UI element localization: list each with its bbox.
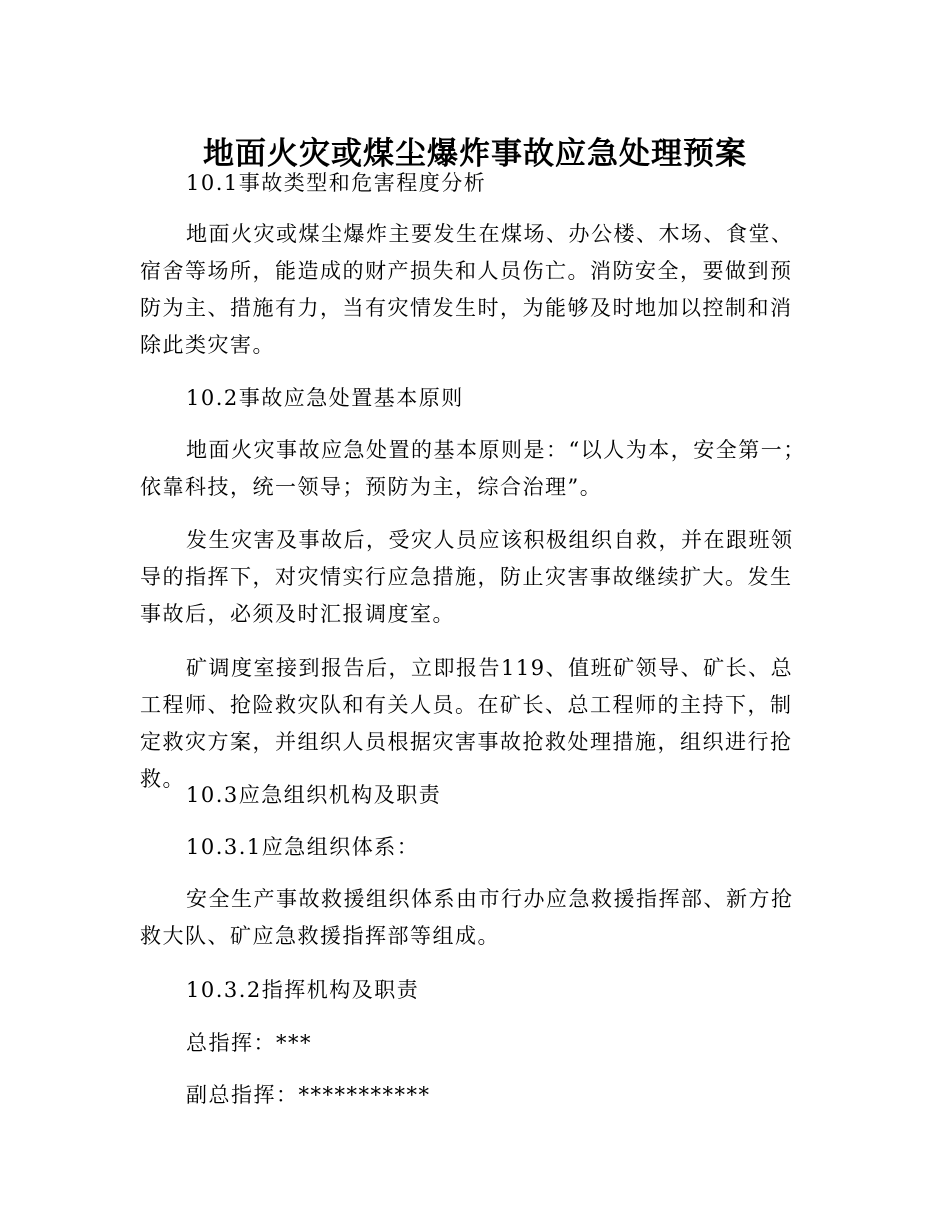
section-heading-10-3: 10.3应急组织机构及职责 (186, 783, 442, 807)
section-heading-10-1: 10.1事故类型和危害程度分析 (186, 171, 487, 195)
paragraph-organization-system: 安全生产事故救援组织体系由市行办应急救援指挥部、新方抢救大队、矿应急救援指挥部等组成。 (140, 887, 794, 948)
section-heading-10-2: 10.2事故应急处置基本原则 (186, 386, 464, 410)
paragraph-self-rescue: 发生灾害及事故后，受灾人员应该积极组织自救，并在跟班领导的指挥下，对灾情实行应急措施，防止灾害事故继续扩大。发生事故后，必须及时汇报调度室。 (140, 528, 794, 626)
deputy-commander-line: 副总指挥：*********** (186, 1083, 431, 1107)
paragraph-hazard-analysis: 地面火灾或煤尘爆炸主要发生在煤场、办公楼、木场、食堂、宿舍等场所，能造成的财产损失和人员伤亡。消防安全，要做到预防为主、措施有力，当有灾情发生时，为能够及时地加以控制和消除此类灾害。 (140, 222, 794, 357)
commander-line: 总指挥：*** (186, 1031, 312, 1055)
paragraph-dispatch-report: 矿调度室接到报告后，立即报告119、值班矿领导、矿长、总工程师、抢险救灾队和有关人员。在矿长、总工程师的主持下，制定救灾方案，并组织人员根据灾害事故抢救处理措施，组织进行抢救。 (140, 656, 794, 791)
section-heading-10-3-2: 10.3.2指挥机构及职责 (186, 978, 420, 1002)
document-title: 地面火灾或煤尘爆炸事故应急处理预案 (203, 135, 747, 172)
paragraph-principles: 地面火灾事故应急处置的基本原则是：“以人为本，安全第一；依靠科技，统一领导；预防为主，综合治理”。 (140, 438, 806, 499)
section-heading-10-3-1: 10.3.1应急组织体系： (186, 835, 420, 859)
